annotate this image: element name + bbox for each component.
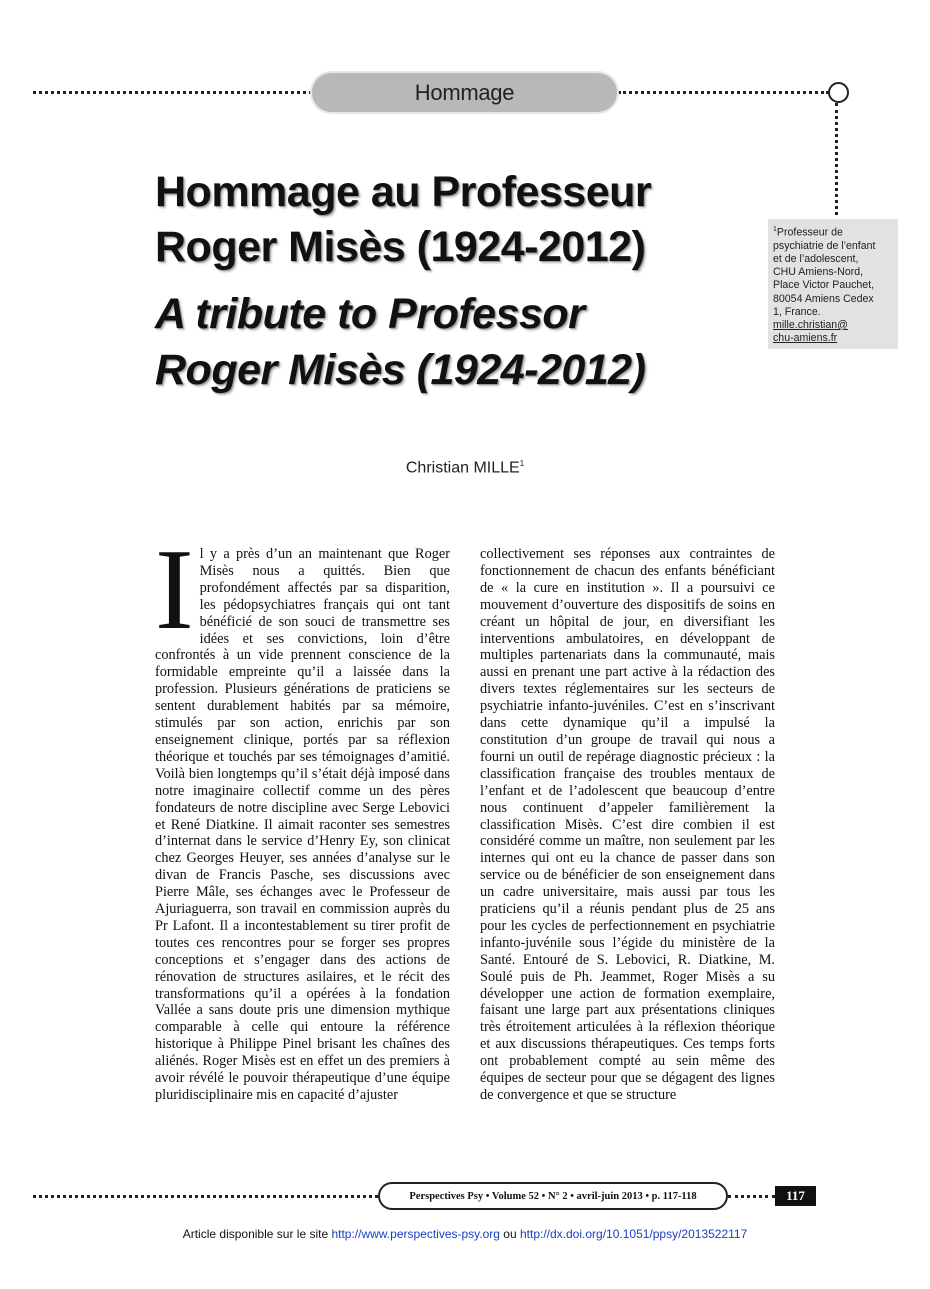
title-fr-line1: Hommage au Professeur bbox=[155, 168, 652, 216]
affiliation-line: 80054 Amiens Cedex bbox=[773, 292, 874, 305]
footer-dotted-rule-left bbox=[33, 1195, 378, 1198]
footer-dotted-rule-right bbox=[728, 1195, 775, 1198]
body-column-left bbox=[155, 546, 450, 1141]
doi-link[interactable]: http://dx.doi.org/10.1051/ppsy/2013522117 bbox=[519, 1227, 748, 1241]
author-affiliation-marker: 1 bbox=[519, 459, 525, 468]
body-column-right bbox=[480, 546, 775, 1141]
author-affiliation-box bbox=[768, 219, 898, 349]
drop-cap: I bbox=[155, 546, 194, 654]
title-en-line1: A tribute to Professor bbox=[155, 290, 585, 338]
affiliation-line: Place Victor Pauchet, bbox=[773, 279, 875, 292]
affiliation-line: et de l’adolescent, bbox=[773, 252, 859, 265]
affiliation-line: psychiatrie de l’enfant bbox=[773, 239, 876, 252]
affiliation-marker: 1 bbox=[773, 226, 777, 233]
section-rubric: Hommage bbox=[312, 73, 617, 112]
author-email-link[interactable]: mille.christian@ chu-amiens.fr bbox=[773, 318, 848, 345]
page-number: 117 bbox=[775, 1186, 816, 1206]
body-text-right: collectivement ses réponses aux contraintes de fonctionnement de chacun des enfants bénéficiant de « la cure en institution ». Il a poursuivi ce mouvement d’ouverture des dispositifs de soins en créant un hôpital de jour, en diversifiant les interventions ambulatoires, en développant de multiples partenariats dans la communauté, mais aussi en prenant une part active à la rédaction des divers textes réglementaires sur les secteurs de psychiatrie infanto-juvéniles. C’est en s’inscrivant dans cette dynamique qu’il a impulsé la constitution d’un groupe de travail qui nous a fourni un outil de repérage diagnostic précieux : la classification française des troubles mentaux de l’enfant et de l’adolescent que beaucoup d’entre nous continuent d’appeler familièrement la classification Misès. C’est dire combien il est considéré comme un maître, non seulement par les internes qui ont eu la chance de passer dans son service ou de bénéficier de son enseignement dans un cadre universitaire, mais aussi par tous les praticiens qu’il a réunis pendant plus de 25 ans pour les cycles de perfectionnement en psychiatrie infanto-juvénile sous l’égide du ministère de la Santé. Entouré de S. Lebovici, R. Diatkine, M. Soulé puis de Ph. Jeammet, Roger Misès a su développer une action de formation exemplaire, faisant une large part aux présentations cliniques très étroitement articulées à la réflexion théorique et aux discussions thérapeutiques. Ces temps forts ont probablement compté au sein même des équipes de secteur pour que se dégagent des lignes de convergence et que se structure bbox=[480, 546, 775, 1103]
rule-end-circle bbox=[828, 82, 849, 103]
affiliation-line: $^1$Professeur de bbox=[773, 226, 843, 239]
title-en-line2: Roger Misès (1924-2012) bbox=[155, 346, 646, 394]
title-fr-line2: Roger Misès (1924-2012) bbox=[155, 223, 646, 271]
author-name: Christian MILLE bbox=[405, 459, 520, 477]
top-dotted-rule-right bbox=[618, 91, 829, 94]
affiliation-line: 1, France. bbox=[773, 305, 821, 318]
vertical-dotted-rule bbox=[835, 103, 838, 215]
availability-note: Article disponible sur le site http://www.perspectives-psy.org ou http://dx.doi.org/10.1051/ppsy/2013522117 bbox=[182, 1227, 748, 1241]
author-byline bbox=[0, 459, 930, 477]
journal-citation: Perspectives Psy • Volume 52 • N° 2 • avril-juin 2013 • p. 117-118 bbox=[378, 1182, 728, 1210]
top-dotted-rule-left bbox=[33, 91, 312, 94]
body-text-left: l y a près d’un an maintenant que Roger Misès nous a quittés. Bien que profondément affectés par sa disparition, les pédopsychiatres français qui ont tant bénéficié de son souci de transmettre ses idées et ses convictions, loin d’être confrontés à un vide prennent conscience de la formidable empreinte qu’il a laissée dans la profession. Plusieurs générations de praticiens se sentent durablement habités par sa mémoire, stimulés par son action, enrichis par son enseignement clinique, portés par sa réflexion théorique et touchés par ses témoignages d’amitié. Voilà bien longtemps qu’il s’était déjà imposé dans notre imaginaire collectif comme un des pères fondateurs de notre discipline avec Serge Lebovici et René Diatkine. Il aimait raconter ses semestres d’internat dans le service d’Henry Ey, son clinicat chez Georges Heuyer, ses années d’analyse sur le divan de Francis Pasche, ses discussions avec Pierre Mâle, ses échanges avec le Professeur de Ajuriaguerra, son travail en commission auprès du Pr Lafont. Il a incontestablement su tirer profit de toutes ces rencontres pour se forger ses propres conceptions et s’engager dans des actions de rénovation de structures asilaires, et le récit des transformations qu’il a opérées à la fondation Vallée a sans doute pris une dimension mythique comparable à celle qui entoure la référence historique à Philippe Pinel brisant les chaînes des aliénés. Roger Misès est en effet un des premiers à avoir révélé le pouvoir thérapeutique d’une équipe pluridisciplinaire mis en capacité d’ajuster bbox=[155, 546, 450, 1103]
journal-site-link[interactable]: http://www.perspectives-psy.org bbox=[331, 1227, 500, 1241]
affiliation-line: CHU Amiens-Nord, bbox=[773, 266, 864, 279]
